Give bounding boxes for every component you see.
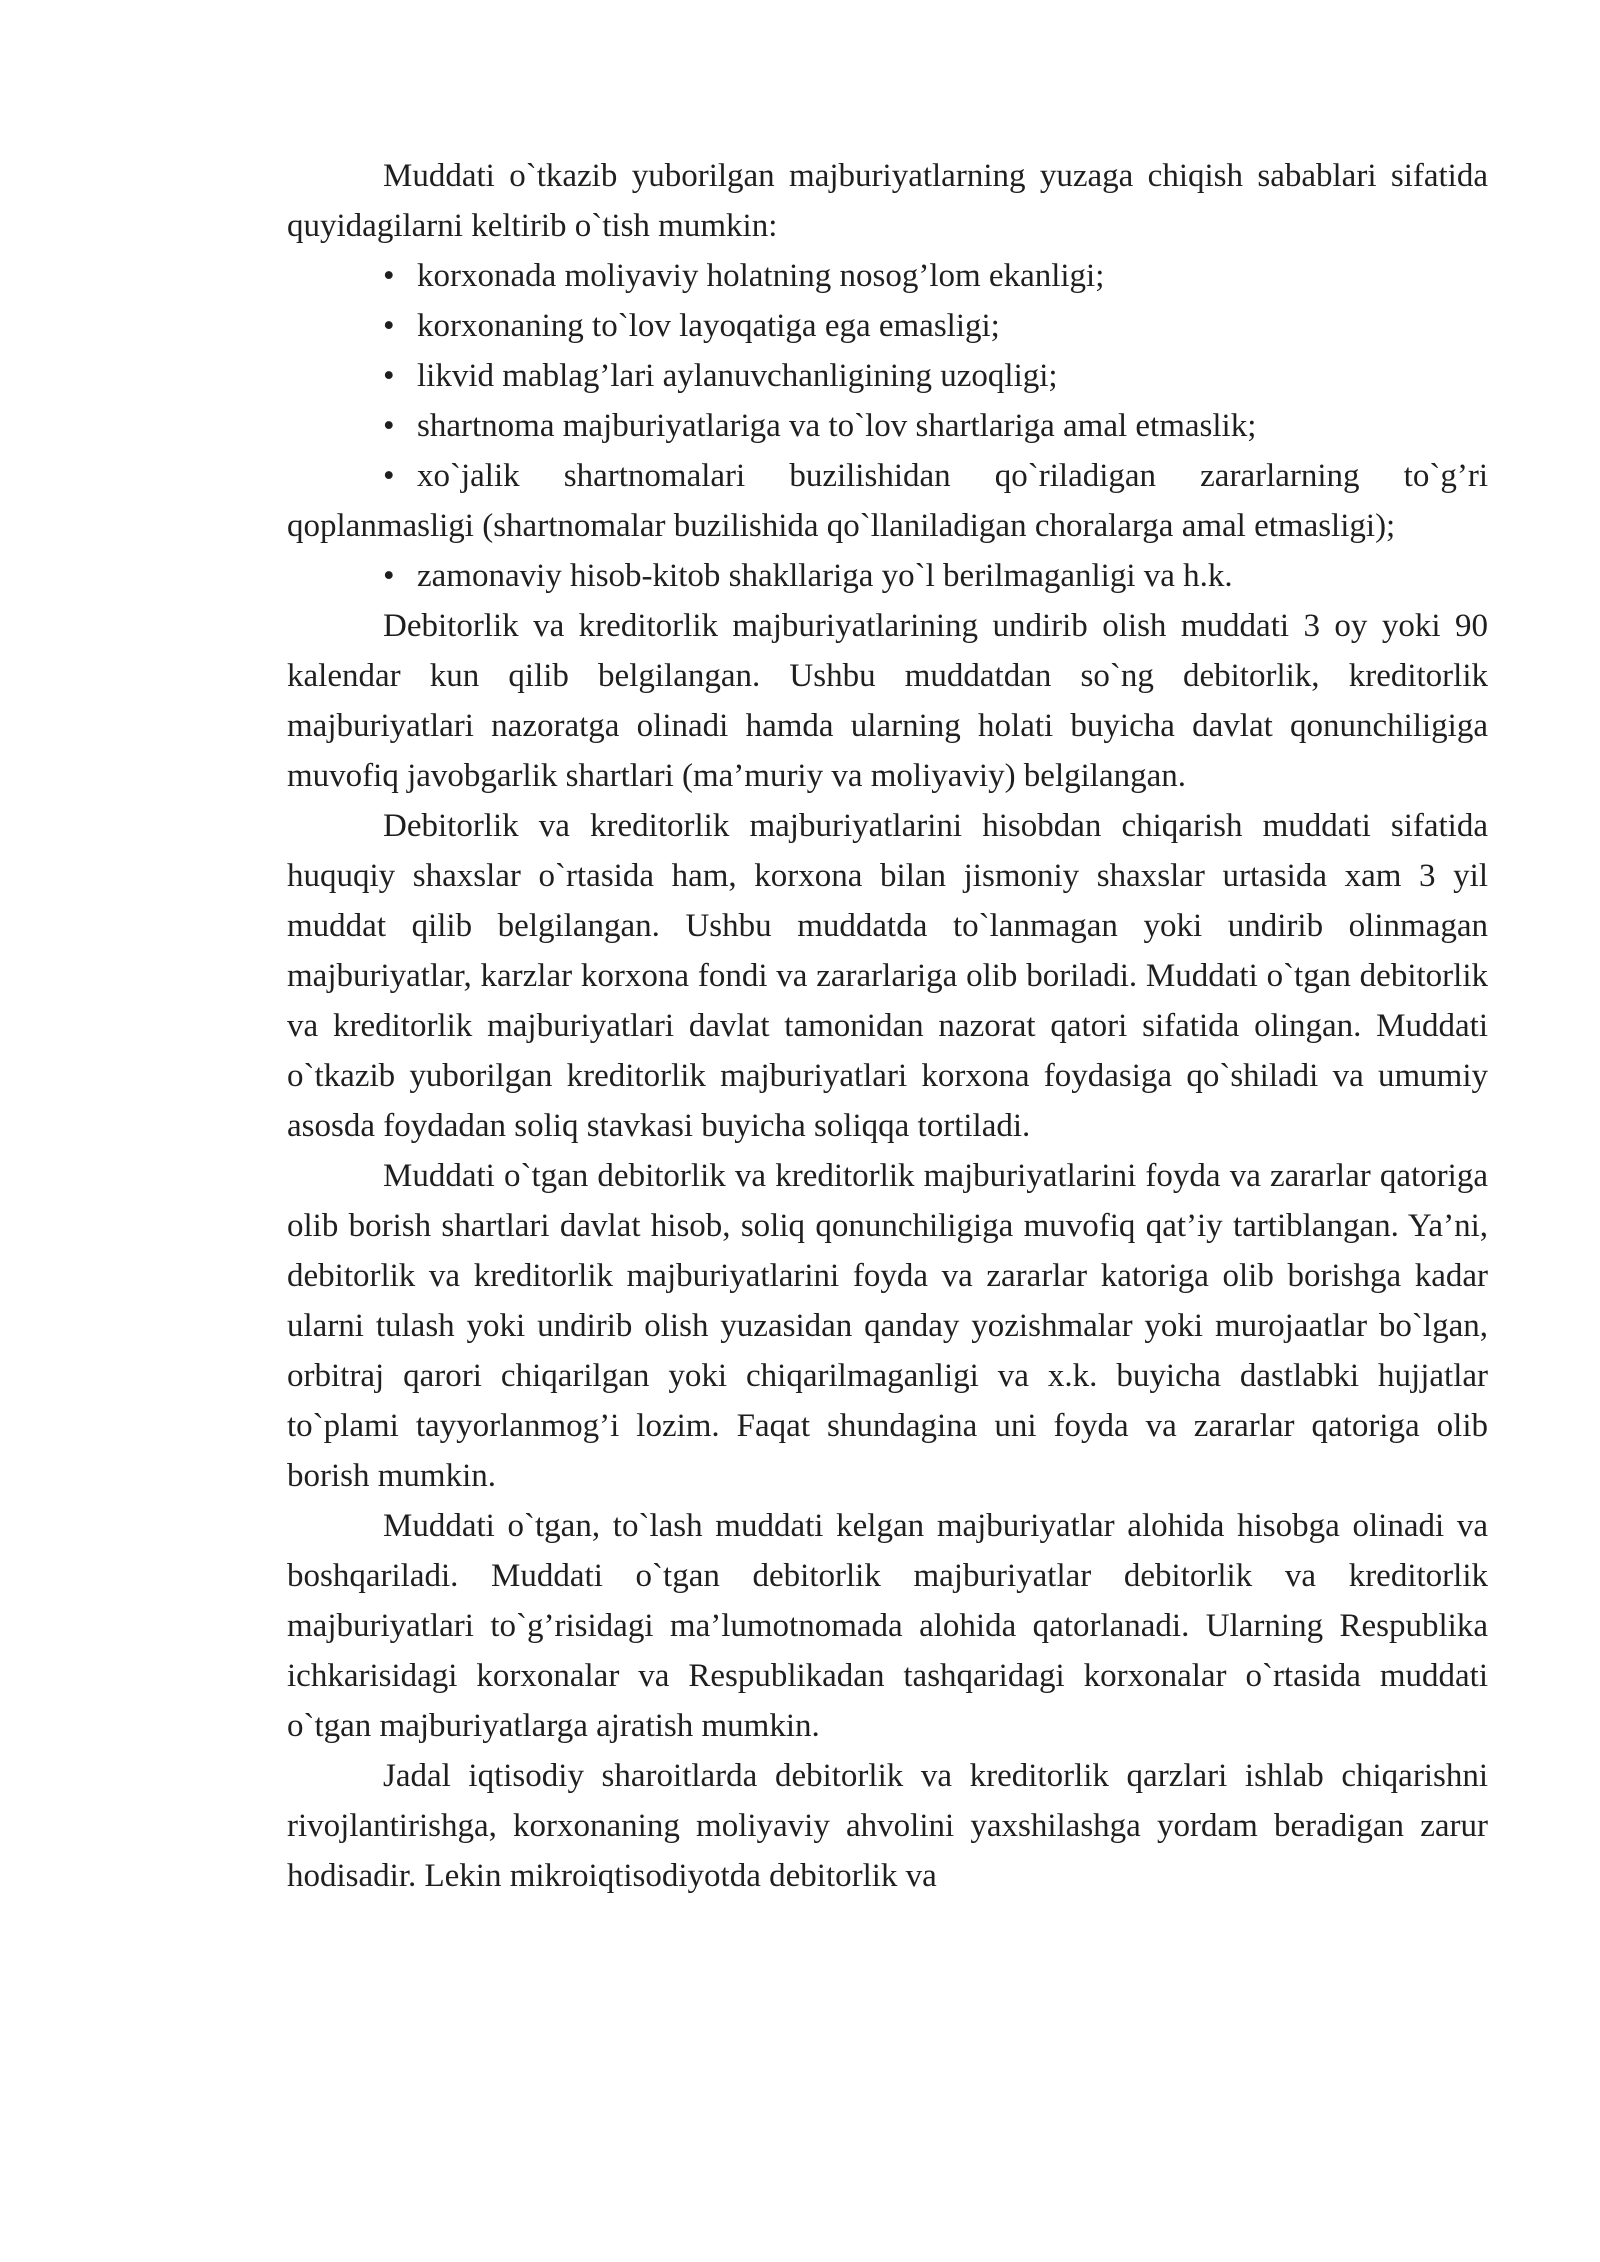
paragraph-profit-loss: Muddati o`tgan debitorlik va kreditorlik majburiyatlarini foyda va zararlar qatoriga olib borish shartlari davlat hisob, soliq qonunchiligiga muvofiq qat’iy tartiblangan. Ya’ni, debitorlik va kreditorlik majburiyatlarini foyda va zararlar katoriga olib borishga kadar ularni tulash yoki undirib olish yuzasidan qanday yozishmalar yoki murojaatlar bo`lgan, orbitraj qarori chiqarilgan yoki chiqarilmaganligi va x.k. buyicha dastlabki hujjatlar to`plami tayyorlanmog’i lozim. Faqat shundagina uni foyda va zararlar qatoriga olib borish mumkin. bbox=[287, 1158, 1488, 1494]
list-item: • shartnoma majburiyatlariga va to`lov shartlariga amal etmaslik; bbox=[383, 401, 1488, 451]
bullet-icon: • bbox=[383, 408, 395, 444]
bullet-icon: • bbox=[383, 358, 395, 394]
list-item: • zamonaviy hisob-kitob shakllariga yo`l berilmaganligi va h.k. bbox=[383, 551, 1488, 601]
paragraph-economy: Jadal iqtisodiy sharoitlarda debitorlik va kreditorlik qarzlari ishlab chiqarishni rivojlantirishga, korxonaning moliyaviy ahvolini yaxshilashga yordam beradigan zarur hodisadir. Lekin mikroiqtisodiyotda debitorlik va bbox=[287, 1758, 1488, 1894]
paragraph-deadline: Debitorlik va kreditorlik majburiyatlarining undirib olish muddati 3 oy yoki 90 kalendar kun qilib belgilangan. Ushbu muddatdan so`ng debitorlik, kreditorlik majburiyatlari nazoratga olinadi hamda ularning holati buyicha davlat qonunchiligiga muvofiq javobgarlik shartlari (ma’muriy va moliyaviy) belgilangan. bbox=[287, 608, 1488, 794]
bullet-icon: • bbox=[383, 258, 395, 294]
causes-list bbox=[287, 251, 1488, 601]
bullet-icon: • bbox=[383, 558, 395, 594]
list-item: • korxonada moliyaviy holatning nosog’lom ekanligi; bbox=[383, 251, 1488, 301]
bullet-icon: • bbox=[383, 308, 395, 344]
document-body bbox=[287, 151, 1488, 1901]
paragraph-write-off: Debitorlik va kreditorlik majburiyatlarini hisobdan chiqarish muddati sifatida huquqiy shaxslar o`rtasida ham, korxona bilan jismoniy shaxslar urtasida xam 3 yil muddat qilib belgilangan. Ushbu muddatda to`lanmagan yoki undirib olinmagan majburiyatlar, karzlar korxona fondi va zararlariga olib boriladi. Muddati o`tgan debitorlik va kreditorlik majburiyatlari davlat tamonidan nazorat qatori sifatida olingan. Muddati o`tkazib yuborilgan kreditorlik majburiyatlari korxona foydasiga qo`shiladi va umumiy asosda foydadan soliq stavkasi buyicha soliqqa tortiladi. bbox=[287, 808, 1488, 1144]
list-item: • korxonaning to`lov layoqatiga ega emasligi; bbox=[383, 301, 1488, 351]
intro-paragraph: Muddati o`tkazib yuborilgan majburiyatlarning yuzaga chiqish sabablari sifatida quyidagilarni keltirib o`tish mumkin: bbox=[287, 158, 1488, 244]
paragraph-overdue: Muddati o`tgan, to`lash muddati kelgan majburiyatlar alohida hisobga olinadi va boshqariladi. Muddati o`tgan debitorlik majburiyatlar debitorlik va kreditorlik majburiyatlari to`g’risidagi ma’lumotnomada alohida qatorlanadi. Ularning Respublika ichkarisidagi korxonalar va Respublikadan tashqaridagi korxonalar o`rtasida muddati o`tgan majburiyatlarga ajratish mumkin. bbox=[287, 1508, 1488, 1744]
list-item: • xo`jalik shartnomalari buzilishidan qo`riladigan zararlarning to`g’ri qoplanmasligi (shartnomalar buzilishida qo`llaniladigan choralarga amal etmasligi); bbox=[287, 451, 1488, 551]
bullet-icon: • bbox=[383, 458, 395, 494]
list-item: • likvid mablag’lari aylanuvchanligining uzoqligi; bbox=[383, 351, 1488, 401]
